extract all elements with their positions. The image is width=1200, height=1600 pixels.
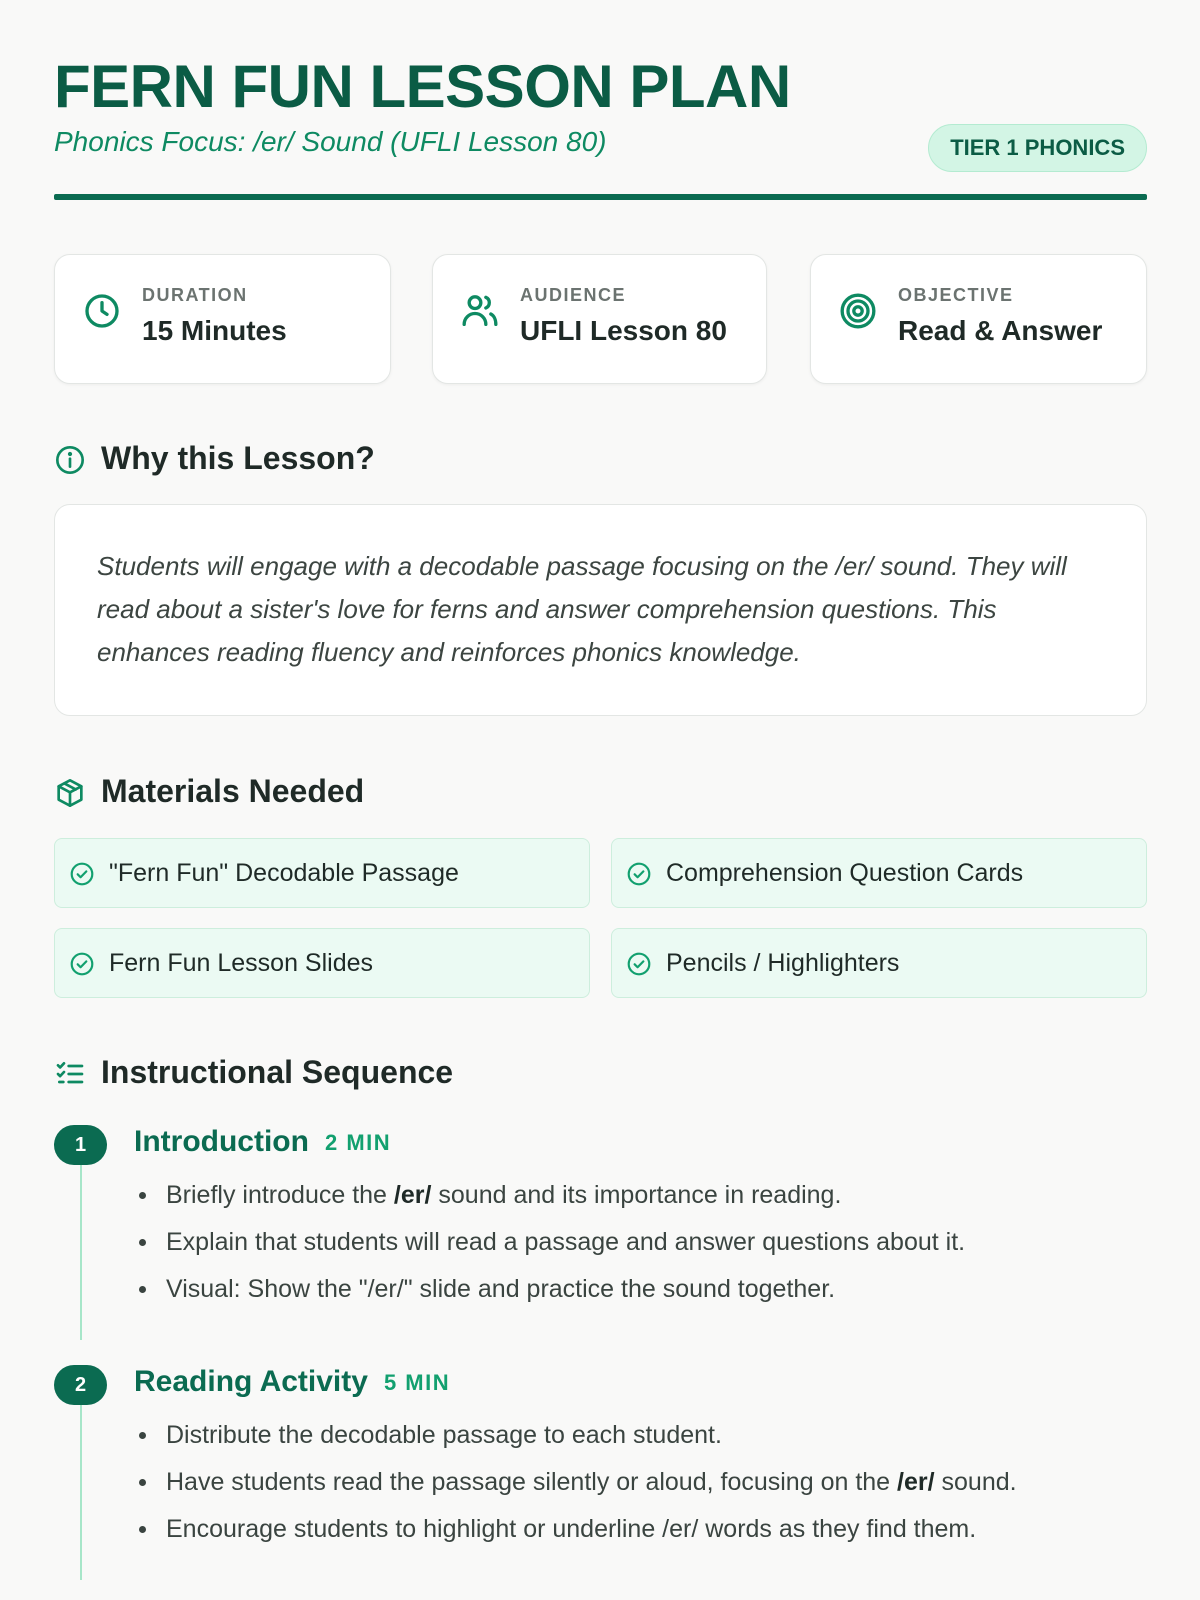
- step-bullet-list: [166, 1177, 1126, 1318]
- objective-value: Read & Answer: [898, 315, 1103, 346]
- material-label: Comprehension Question Cards: [666, 859, 1024, 887]
- step-title-text: Reading Activity: [134, 1365, 368, 1398]
- sequence-step: [54, 1365, 1147, 1580]
- step-duration: 2 MIN: [324, 1130, 392, 1155]
- step-number: 2: [54, 1365, 107, 1405]
- duration-value: 15 Minutes: [142, 315, 287, 346]
- check-circle-icon: [69, 951, 95, 977]
- material-label: Pencils / Highlighters: [666, 949, 900, 977]
- clock-icon: [82, 291, 122, 331]
- timeline-line: [80, 1165, 82, 1340]
- step-bullet: Briefly introduce the /er/ sound and its importance in reading.: [166, 1177, 1126, 1224]
- step-title-text: Introduction: [134, 1125, 309, 1158]
- duration-label: DURATION: [142, 285, 248, 305]
- audience-label: AUDIENCE: [520, 285, 627, 305]
- page-subtitle: Phonics Focus: /er/ Sound (UFLI Lesson 80): [54, 126, 607, 157]
- step-bullet: Have students read the passage silently or aloud, focusing on the /er/ sound.: [166, 1464, 1126, 1511]
- material-item: [54, 838, 590, 908]
- list-check-icon: [54, 1058, 86, 1090]
- step-bullet-list: [166, 1417, 1126, 1558]
- material-item: [54, 928, 590, 998]
- why-text: Students will engage with a decodable passage focusing on the /er/ sound. They will read about a sister's love for ferns and answer comprehension questions. This enhances reading fluency and reinforces phonics knowledge.: [97, 551, 1067, 667]
- users-icon: [460, 291, 500, 331]
- step-number: 1: [54, 1125, 107, 1165]
- package-icon: [54, 777, 86, 809]
- audience-value: UFLI Lesson 80: [520, 315, 727, 346]
- page-title: FERN FUN LESSON PLAN: [54, 53, 791, 120]
- step-title: [134, 1125, 391, 1159]
- why-box: [54, 504, 1147, 716]
- material-label: Fern Fun Lesson Slides: [109, 949, 374, 977]
- target-icon: [838, 291, 878, 331]
- materials-heading: Materials Needed: [101, 773, 365, 809]
- why-heading: Why this Lesson?: [101, 440, 375, 476]
- sequence-heading: Instructional Sequence: [101, 1054, 454, 1090]
- header-divider: [54, 194, 1147, 200]
- step-bullet: Visual: Show the "/er/" slide and practice the sound together.: [166, 1271, 1126, 1318]
- step-duration: 5 MIN: [383, 1370, 451, 1395]
- check-circle-icon: [69, 861, 95, 887]
- objective-label: OBJECTIVE: [898, 285, 1014, 305]
- step-title: [134, 1365, 450, 1399]
- check-circle-icon: [626, 951, 652, 977]
- step-bullet: Encourage students to highlight or underline /er/ words as they find them.: [166, 1511, 1126, 1558]
- duration-card: [54, 254, 391, 384]
- material-label: "Fern Fun" Decodable Passage: [109, 859, 459, 887]
- objective-card: [810, 254, 1147, 384]
- audience-card: [432, 254, 767, 384]
- tier-badge: TIER 1 PHONICS: [928, 124, 1147, 172]
- material-item: [611, 928, 1147, 998]
- timeline-line: [80, 1405, 82, 1580]
- step-bullet: Distribute the decodable passage to each student.: [166, 1417, 1126, 1464]
- info-icon: [54, 444, 86, 476]
- sequence-step: [54, 1125, 1147, 1340]
- check-circle-icon: [626, 861, 652, 887]
- step-bullet: Explain that students will read a passage and answer questions about it.: [166, 1224, 1126, 1271]
- material-item: [611, 838, 1147, 908]
